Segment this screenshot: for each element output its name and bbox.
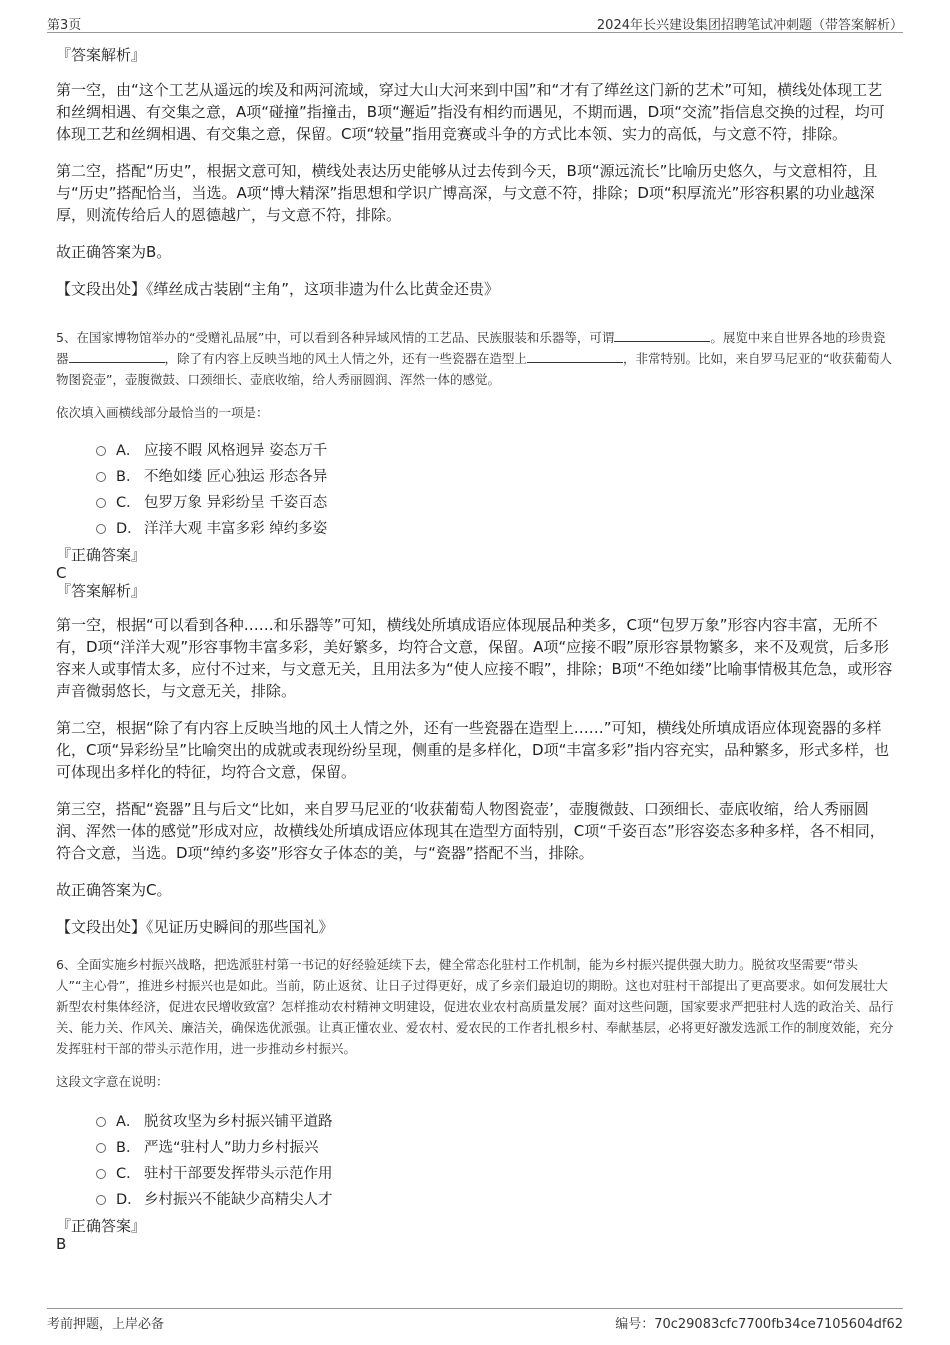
q4-analysis-label: 『答案解析』 (56, 46, 147, 64)
q5-source: 【文段出处】《见证历史瞬间的那些国礼》 (56, 918, 334, 936)
q6-options (56, 1109, 894, 1213)
page-number: 第3页 (47, 18, 82, 33)
main-content (56, 44, 894, 1253)
q5-stem: 5、在国家博物馆举办的“受赠礼品展”中，可以看到各种异域风情的工艺品、民族服装和乐器等，可谓 。展览中来自世界各地的珍贵瓷器 ，除了有内容上反映当地的风土人情之外，还有一些瓷器在造型上 ，非常特别。比如，来自罗马尼亚的“收获葡萄人物图瓷壶”，壶腹微鼓、口颈细长、壶底收缩，给人秀丽圆润、浑然一体的感觉。 (56, 330, 893, 387)
q5-analysis-p2: 第二空，根据“除了有内容上反映当地的风土人情之外，还有一些瓷器在造型上……”可知，横线处所填成语应体现瓷器的多样化，C项“异彩纷呈”比喻突出的成就或表现纷纷呈现，侧重的是多样化，D项“丰富多彩”指内容充实，品种繁多，形式多样，也可体现出多样化的特征，均符合文意，保留。 (56, 719, 890, 781)
q5-analysis-label: 『答案解析』 (56, 582, 147, 600)
q6-option-d[interactable]: D． 乡村振兴不能缺少高精尖人才 (96, 1187, 894, 1213)
q6-option-b[interactable]: B． 严选“驻村人”助力乡村振兴 (96, 1135, 894, 1161)
radio-icon[interactable] (96, 1195, 106, 1205)
q5-conclusion: 故正确答案为C。 (56, 881, 172, 899)
page-footer (47, 1308, 903, 1332)
footer-slogan: 考前押题，上岸必备 (47, 1317, 165, 1332)
q6-option-a[interactable]: A． 脱贫攻坚为乡村振兴铺平道路 (96, 1109, 894, 1135)
radio-icon[interactable] (96, 524, 106, 534)
radio-icon[interactable] (96, 472, 106, 482)
q6-correct-label: 『正确答案』 (56, 1217, 147, 1235)
q5-options (56, 438, 894, 542)
document-title: 2024年长兴建设集团招聘笔试冲刺题（带答案解析） (596, 18, 903, 33)
q4-source: 【文段出处】《缂丝成古装剧“主角”，这项非遗为什么比黄金还贵》 (56, 280, 500, 298)
q5-correct-answer: C (56, 564, 67, 582)
page-header (47, 12, 903, 33)
q4-analysis-p2: 第二空，搭配“历史”，根据文意可知，横线处表达历史能够从过去传到今天，B项“源远流长”比喻历史悠久，与文意相符，且与“历史”搭配恰当，当选。A项“博大精深”指思想和学识广博高深，与文意不符，排除；D项“积厚流光”形容积累的功业越深厚，则流传给后人的恩德越广，与文意不符，排除。 (56, 162, 878, 224)
q5-option-d[interactable]: D． 洋洋大观 丰富多彩 绰约多姿 (96, 516, 894, 542)
radio-icon[interactable] (96, 1117, 106, 1127)
radio-icon[interactable] (96, 1143, 106, 1153)
radio-icon[interactable] (96, 1169, 106, 1179)
q5-prompt: 依次填入画横线部分最恰当的一项是： (56, 405, 269, 420)
q4-conclusion: 故正确答案为B。 (56, 243, 172, 261)
q4-analysis-p1: 第一空，由“这个工艺从遥远的埃及和两河流域，穿过大山大河来到中国”和“才有了缂丝这门新的艺术”可知，横线处体现工艺和丝绸相遇、有交集之意，A项“碰撞”指撞击，B项“邂逅”指没有相约而遇见，不期而遇，D项“交流”指信息交换的过程，均可体现工艺和丝绸相遇、有交集之意，保留。C项“较量”指用竞赛或斗争的方式比本领、实力的高低，与文意不符，排除。 (56, 81, 885, 143)
q5-correct-label: 『正确答案』 (56, 546, 147, 564)
q6-option-c[interactable]: C． 驻村干部要发挥带头示范作用 (96, 1161, 894, 1187)
document-id: 编号：70c29083cfc7700fb34ce7105604df62 (615, 1317, 903, 1332)
q5-analysis-p1: 第一空，根据“可以看到各种……和乐器等”可知，横线处所填成语应体现展品种类多，C项“包罗万象”形容内容丰富，无所不有，D项“洋洋大观”形容事物丰富多彩，美好繁多，均符合文意，保留。A项“应接不暇”原形容景物繁多，来不及观赏，后多形容来人或事情太多，应付不过来，与文意无关，且用法多为“使人应接不暇”，排除；B项“不绝如缕”比喻事情极其危急，或形容声音微弱悠长，与文意无关，排除。 (56, 616, 893, 700)
radio-icon[interactable] (96, 498, 106, 508)
q5-option-b[interactable]: B． 不绝如缕 匠心独运 形态各异 (96, 464, 894, 490)
radio-icon[interactable] (96, 446, 106, 456)
q5-analysis-p3: 第三空，搭配“瓷器”且与后文“比如，来自罗马尼亚的‘收获葡萄人物图瓷壶’，壶腹微鼓、口颈细长、壶底收缩，给人秀丽圆润、浑然一体的感觉”形成对应，故横线处所填成语应体现其在造型方面特别，C项“千姿百态”形容姿态多种多样，各不相同，符合文意，当选。D项“绰约多姿”形容女子体态的美，与“瓷器”搭配不当，排除。 (56, 800, 885, 862)
q5-option-c[interactable]: C． 包罗万象 异彩纷呈 千姿百态 (96, 490, 894, 516)
q6-stem: 6、全面实施乡村振兴战略，把选派驻村第一书记的好经验延续下去，健全常态化驻村工作机制，能为乡村振兴提供强大助力。脱贫攻坚需要“带头人”“主心骨”，推进乡村振兴也是如此。当前，防止返贫、让日子过得更好，成了乡亲们最迫切的期盼。这也对驻村干部提出了更高要求。如何发展壮大新型农村集体经济，促进农民增收致富？怎样推动农村精神文明建设，促进农业农村高质量发展？面对这些问题，国家要求严把驻村人选的政治关、品行关、能力关、作风关、廉洁关，确保选优派强。让真正懂农业、爱农村、爱农民的工作者扎根乡村、奉献基层，必将更好激发选派工作的制度效能，充分发挥驻村干部的带头示范作用，进一步推动乡村振兴。 (56, 957, 894, 1056)
q6-correct-answer: B (56, 1235, 67, 1253)
q5-option-a[interactable]: A． 应接不暇 风格迥异 姿态万千 (96, 438, 894, 464)
q6-prompt: 这段文字意在说明： (56, 1074, 169, 1089)
